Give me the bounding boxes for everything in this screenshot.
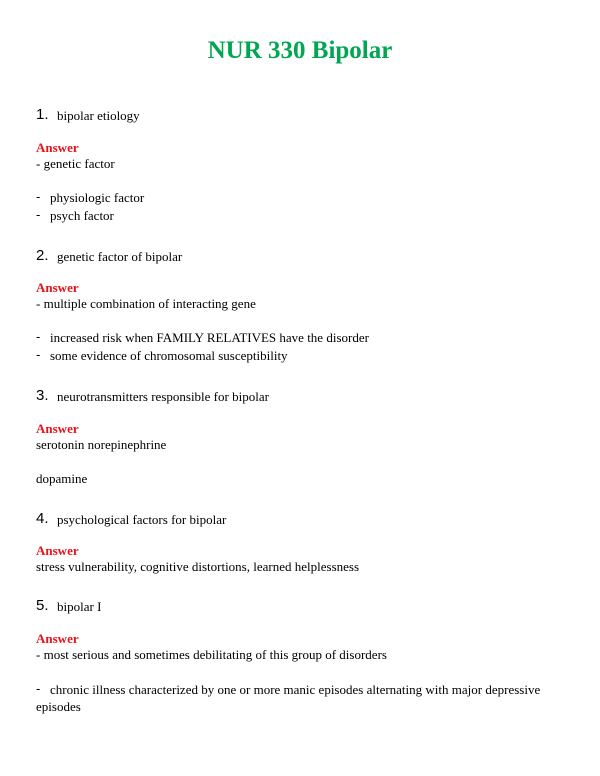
question-number: 5.	[36, 597, 49, 614]
answer-line: - most serious and sometimes debilitating of this group of disorders	[36, 647, 387, 662]
answer-line: serotonin norepinephrine	[36, 437, 167, 452]
bullet-item: physiologic factor	[50, 190, 145, 205]
question-number: 3.	[36, 387, 49, 404]
answer-label: Answer	[36, 631, 79, 646]
answer-line: - genetic factor	[36, 156, 115, 171]
answer-line: stress vulnerability, cognitive distortions, learned helplessness	[36, 559, 360, 574]
bullet-item: psych factor	[50, 208, 114, 223]
question-text: neurotransmitters responsible for bipolar	[57, 389, 269, 404]
bullet-dash: -	[36, 189, 41, 204]
question-text: bipolar etiology	[57, 108, 140, 123]
bullet-item: some evidence of chromosomal susceptibility	[50, 348, 288, 363]
bullet-dash: -	[36, 347, 41, 362]
bullet-dash: -	[36, 329, 41, 344]
bullet-dash: -	[36, 681, 41, 696]
answer-label: Answer	[36, 280, 79, 295]
answer-line: - multiple combination of interacting gene	[36, 296, 256, 311]
page-title: NUR 330 Bipolar	[207, 37, 393, 64]
question-number: 2.	[36, 247, 49, 264]
bullet-dash: -	[36, 207, 41, 222]
question-text: psychological factors for bipolar	[57, 512, 227, 527]
answer-line: dopamine	[36, 471, 88, 486]
answer-label: Answer	[36, 543, 79, 558]
question-number: 4.	[36, 510, 49, 527]
question-text: genetic factor of bipolar	[57, 249, 183, 264]
answer-label: Answer	[36, 140, 79, 155]
question-text: bipolar I	[57, 599, 102, 614]
answer-label: Answer	[36, 421, 79, 436]
bullet-item: chronic illness characterized by one or more manic episodes alternating with major depressive episodes	[36, 682, 541, 714]
question-number: 1.	[36, 106, 49, 123]
bullet-item: increased risk when FAMILY RELATIVES have the disorder	[50, 330, 369, 345]
